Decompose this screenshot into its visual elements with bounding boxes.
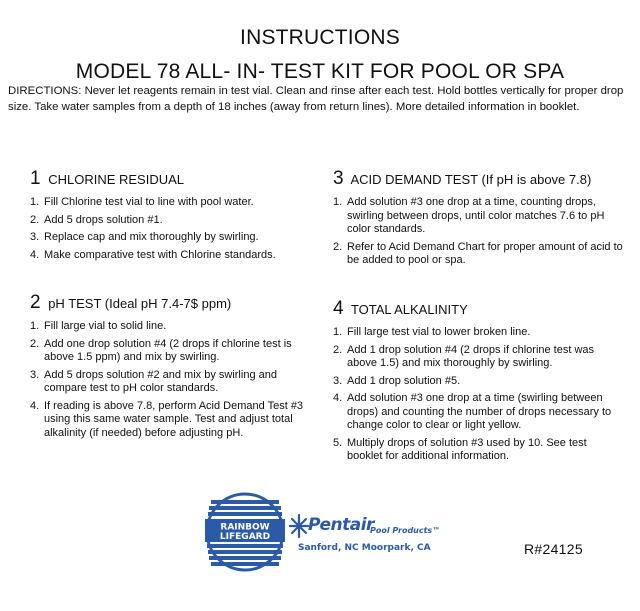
step-item: 1. Fill Chlorine test vial to line with pool water. — [30, 196, 254, 208]
section-acid-demand-test — [333, 168, 623, 272]
step-item: 3. Add 5 drops solution #2 and mix by swirling and compare test to pH color standards. — [30, 368, 277, 394]
section-heading — [30, 292, 320, 314]
pentair-emblem-icon — [288, 513, 310, 539]
step-item: 2. Refer to Acid Demand Chart for proper amount of acid to be added to pool or spa. — [333, 240, 623, 266]
step-item: 4. If reading is above 7.8, perform Acid Demand Test #3 using this same water sample. Test and adjust total alkalinity (if needed) before adjusting pH. — [30, 399, 304, 439]
step-item: 4. Make comparative test with Chlorine standards. — [30, 248, 276, 261]
step-list — [30, 320, 320, 440]
section-heading — [333, 168, 623, 190]
section-title: CHLORINE RESIDUAL — [48, 172, 185, 187]
step-list — [333, 196, 623, 268]
step-item: 2. Add 1 drop solution #4 (2 drops if chlorine test was above 1.5) and mix thoroughly by swirling. — [333, 343, 595, 369]
step-list — [30, 196, 320, 262]
pentair-division: Pool Products™ — [370, 526, 441, 535]
step-item: 2. Add one drop solution #4 (2 drops if chlorine test is above 1.5 ppm) and mix by swirling. — [30, 337, 292, 363]
section-chlorine-residual — [30, 168, 320, 266]
pentair-logo — [288, 513, 441, 573]
section-title: pH TEST (Ideal pH 7.4-7$ ppm) — [48, 296, 232, 311]
section-total-alkalinity — [333, 298, 623, 468]
section-ph-test — [30, 292, 320, 444]
step-item: 1. Add solution #3 one drop at a time, counting drops, swirling between drops, until color matches 7.6 to pH color standards. — [333, 196, 605, 235]
rainbow-lifegard-logo — [205, 492, 285, 572]
section-number: 3 — [333, 168, 344, 189]
section-number: 1 — [30, 168, 41, 189]
section-title: TOTAL ALKALINITY — [350, 302, 468, 317]
page-title: INSTRUCTIONS — [240, 26, 400, 49]
step-item: 3. Add 1 drop solution #5. — [333, 374, 461, 387]
step-item: 4. Add solution #3 one drop at a time (swirling between drops) and counting the number of drops necessary to change color to clear or light yellow. — [333, 392, 612, 431]
section-heading — [333, 298, 623, 320]
pentair-name: Pentair — [308, 515, 374, 535]
part-number: R#24125 — [524, 541, 583, 557]
directions-paragraph: DIRECTIONS: Never let reagents remain in test vial. Clean and rinse after each test. Hold bottles vertically for proper drop size. Take water samples from a depth of 18 inches (away from return lines). More detailed information in booklet. — [8, 85, 624, 113]
svg-text:LIFEGARD: LIFEGARD — [219, 532, 271, 542]
step-item: 5. Multiply drops of solution #3 used by 10. See test booklet for additional information. — [333, 436, 587, 462]
step-item: 2. Add 5 drops solution #1. — [30, 213, 163, 226]
section-number: 4 — [333, 298, 344, 319]
page-subtitle: MODEL 78 ALL- IN- TEST KIT FOR POOL OR SPA — [75, 60, 565, 83]
section-heading — [30, 168, 320, 190]
step-item: 3. Replace cap and mix thoroughly by swirling. — [30, 231, 259, 243]
step-list — [333, 326, 623, 464]
step-item: 1. Fill large vial to solid line. — [30, 320, 167, 332]
section-title: ACID DEMAND TEST (If pH is above 7.8) — [350, 172, 592, 187]
pentair-location: Sanford, NC Moorpark, CA — [298, 543, 431, 553]
step-item: 1. Fill large test vial to lower broken line. — [333, 326, 531, 338]
section-number: 2 — [30, 292, 41, 313]
svg-text:RAINBOW: RAINBOW — [220, 522, 270, 533]
